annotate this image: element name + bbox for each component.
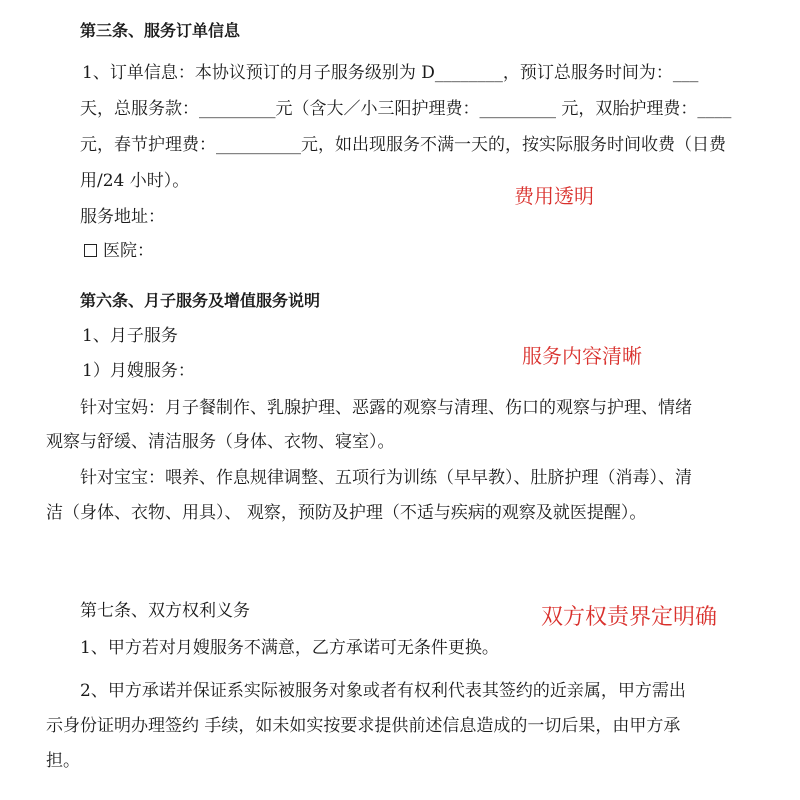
annotation-fee: 费用透明 — [514, 184, 594, 208]
order-info-line-1: 1、订单信息：本协议预订的月子服务级别为 D________，预订总服务时间为：___ — [82, 63, 699, 83]
hospital-option[interactable] — [84, 240, 154, 262]
rights-item-1: 1、甲方若对月嫂服务不满意，乙方承诺可无条件更换。 — [80, 638, 499, 658]
service-address-label: 服务地址： — [80, 207, 165, 227]
baby-service-line-1: 针对宝宝：喂养、作息规律调整、五项行为训练（早早教）、肚脐护理（消毒）、清 — [80, 468, 692, 488]
checkbox-icon[interactable] — [84, 244, 97, 257]
rights-item-2-line-2: 示身份证明办理签约 手续，如未如实按要求提供前述信息造成的一切后果，由甲方承 — [46, 716, 681, 736]
order-info-line-2: 天，总服务款：_________元（含大／小三阳护理费：_________ 元，双胎护理费：____ — [80, 99, 732, 119]
order-info-line-3: 元，春节护理费：__________元，如出现服务不满一天的，按实际服务时间收费（日费 — [80, 135, 726, 155]
section3-heading: 第三条、服务订单信息 — [80, 21, 241, 40]
baby-service-line-2: 洁（身体、衣物、用具）、 观察，预防及护理（不适与疾病的观察及就医提醒）。 — [46, 503, 647, 523]
annotation-rights: 双方权责界定明确 — [541, 605, 718, 630]
section6-heading: 第六条、月子服务及增值服务说明 — [80, 291, 321, 310]
mom-service-line-1: 针对宝妈：月子餐制作、乳腺护理、恶露的观察与清理、伤口的观察与护理、情绪 — [80, 398, 692, 418]
mom-service-line-2: 观察与舒缓、清洁服务（身体、衣物、寝室）。 — [46, 432, 395, 452]
service-item-1-sub: 1）月嫂服务： — [82, 361, 195, 381]
section7-heading: 第七条、双方权利义务 — [80, 601, 250, 621]
rights-item-2-line-1: 2、甲方承诺并保证系实际被服务对象或者有权利代表其签约的近亲属，甲方需出 — [80, 681, 686, 701]
rights-item-2-line-3: 担。 — [46, 751, 80, 771]
hospital-label: 医院： — [103, 241, 154, 261]
order-info-line-4: 用/24 小时）。 — [80, 171, 190, 191]
service-item-1: 1、月子服务 — [82, 326, 178, 346]
annotation-service: 服务内容清晰 — [522, 344, 642, 368]
